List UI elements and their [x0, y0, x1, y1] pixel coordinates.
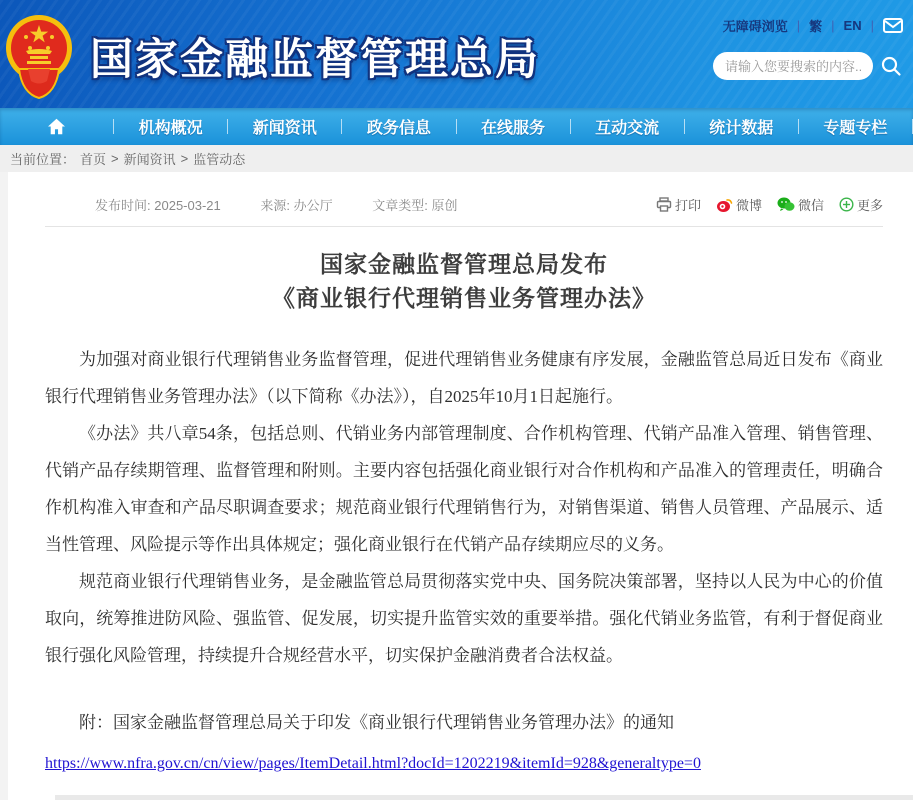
attachment-note: 附：国家金融监督管理总局关于印发《商业银行代理销售业务管理办法》的通知 [79, 713, 674, 732]
breadcrumb-label: 当前位置： [10, 152, 76, 167]
article-title [45, 247, 883, 315]
article [45, 172, 883, 773]
attachment-link[interactable]: https://www.nfra.gov.cn/cn/view/pages/ItemDetail.html?docId=1202219&itemId=928&generaltype=0 [45, 755, 701, 772]
breadcrumb-separator: > [180, 151, 189, 166]
search-button[interactable] [879, 54, 903, 78]
wechat-icon [777, 197, 795, 212]
nav-home[interactable] [0, 118, 113, 135]
accessibility-link[interactable]: 无障碍浏览 [722, 19, 788, 34]
publish-date-label: 发布时间: [95, 198, 151, 213]
page-edge-strip-bottom [55, 795, 913, 800]
breadcrumb-separator: > [111, 151, 119, 166]
article-meta-row [45, 172, 883, 227]
article-title-line1: 国家金融监督管理总局发布 [320, 251, 608, 277]
traditional-chinese-link[interactable]: 繁 [809, 19, 823, 34]
breadcrumb-current[interactable]: 监管动态 [193, 152, 246, 167]
national-emblem-logo [4, 7, 76, 108]
nav-item-institution[interactable]: 机构概况 [138, 120, 203, 137]
divider: | [831, 18, 835, 33]
nav-item-gov-info[interactable]: 政务信息 [366, 120, 431, 137]
english-link[interactable]: EN [843, 18, 862, 33]
weibo-label: 微博 [735, 198, 762, 213]
search-icon [879, 54, 903, 78]
more-share-button[interactable] [839, 195, 883, 214]
page-edge-strip-left [0, 172, 8, 800]
more-plus-icon [839, 197, 854, 212]
publish-date: 2025-03-21 [154, 198, 221, 213]
home-icon [0, 118, 113, 135]
source-value: 办公厅 [293, 198, 333, 213]
wechat-label: 微信 [797, 198, 824, 213]
printer-icon [656, 197, 672, 212]
nav-item-online-service[interactable]: 在线服务 [481, 120, 546, 137]
mail-icon[interactable] [883, 18, 903, 33]
article-type-value: 原创 [431, 198, 458, 213]
article-title-line2: 《商业银行代理销售业务管理办法》 [272, 285, 656, 311]
site-header [0, 0, 913, 108]
header-right [673, 16, 903, 80]
divider: | [870, 18, 874, 33]
site-title: 国家金融监督管理总局 [90, 36, 540, 84]
weibo-share-button[interactable] [716, 195, 762, 214]
nav-item-news[interactable]: 新闻资讯 [252, 120, 317, 137]
paragraph: 为加强对商业银行代理销售业务监督管理，促进代理销售业务健康有序发展，金融监管总局近日发布《商业银行代理销售业务管理办法》（以下简称《办法》），自2025年10月1日起施行。 [45, 350, 883, 406]
main-nav [0, 108, 913, 145]
breadcrumb [0, 145, 913, 172]
content-area [8, 172, 913, 773]
weibo-icon [716, 197, 733, 213]
article-type-label: 文章类型: [372, 198, 428, 213]
article-meta [95, 195, 494, 214]
article-body [45, 341, 883, 773]
divider: | [796, 18, 801, 33]
top-links [673, 16, 903, 35]
search-bar [673, 52, 903, 80]
nav-item-interaction[interactable]: 互动交流 [595, 120, 660, 137]
share-toolbar [656, 195, 883, 214]
source-label: 来源: [260, 198, 290, 213]
print-label: 打印 [674, 198, 701, 213]
breadcrumb-news[interactable]: 新闻资讯 [123, 152, 176, 167]
breadcrumb-home[interactable]: 首页 [80, 152, 107, 167]
nav-item-statistics[interactable]: 统计数据 [709, 120, 774, 137]
print-button[interactable] [656, 195, 701, 214]
nav-item-special-topics[interactable]: 专题专栏 [823, 120, 888, 137]
more-label: 更多 [856, 198, 883, 213]
paragraph: 《办法》共八章54条，包括总则、代销业务内部管理制度、合作机构管理、代销产品准入管理、销售管理、代销产品存续期管理、监督管理和附则。主要内容包括强化商业银行对合作机构和产品准入的管理责任，明确合作机构准入审查和产品尽职调查要求；规范商业银行代理销售行为，对销售渠道、销售人员管理、产品展示、适当性管理、风险提示等作出具体规定；强化商业银行在代销产品存续期应尽的义务。 [45, 424, 883, 554]
wechat-share-button[interactable] [777, 195, 824, 214]
paragraph: 规范商业银行代理销售业务，是金融监管总局贯彻落实党中央、国务院决策部署，坚持以人民为中心的价值取向，统筹推进防风险、强监管、促发展，切实提升监管实效的重要举措。强化代销业务监管，有利于督促商业银行强化风险管理，持续提升合规经营水平，切实保护金融消费者合法权益。 [45, 572, 883, 665]
search-input[interactable] [713, 52, 873, 80]
